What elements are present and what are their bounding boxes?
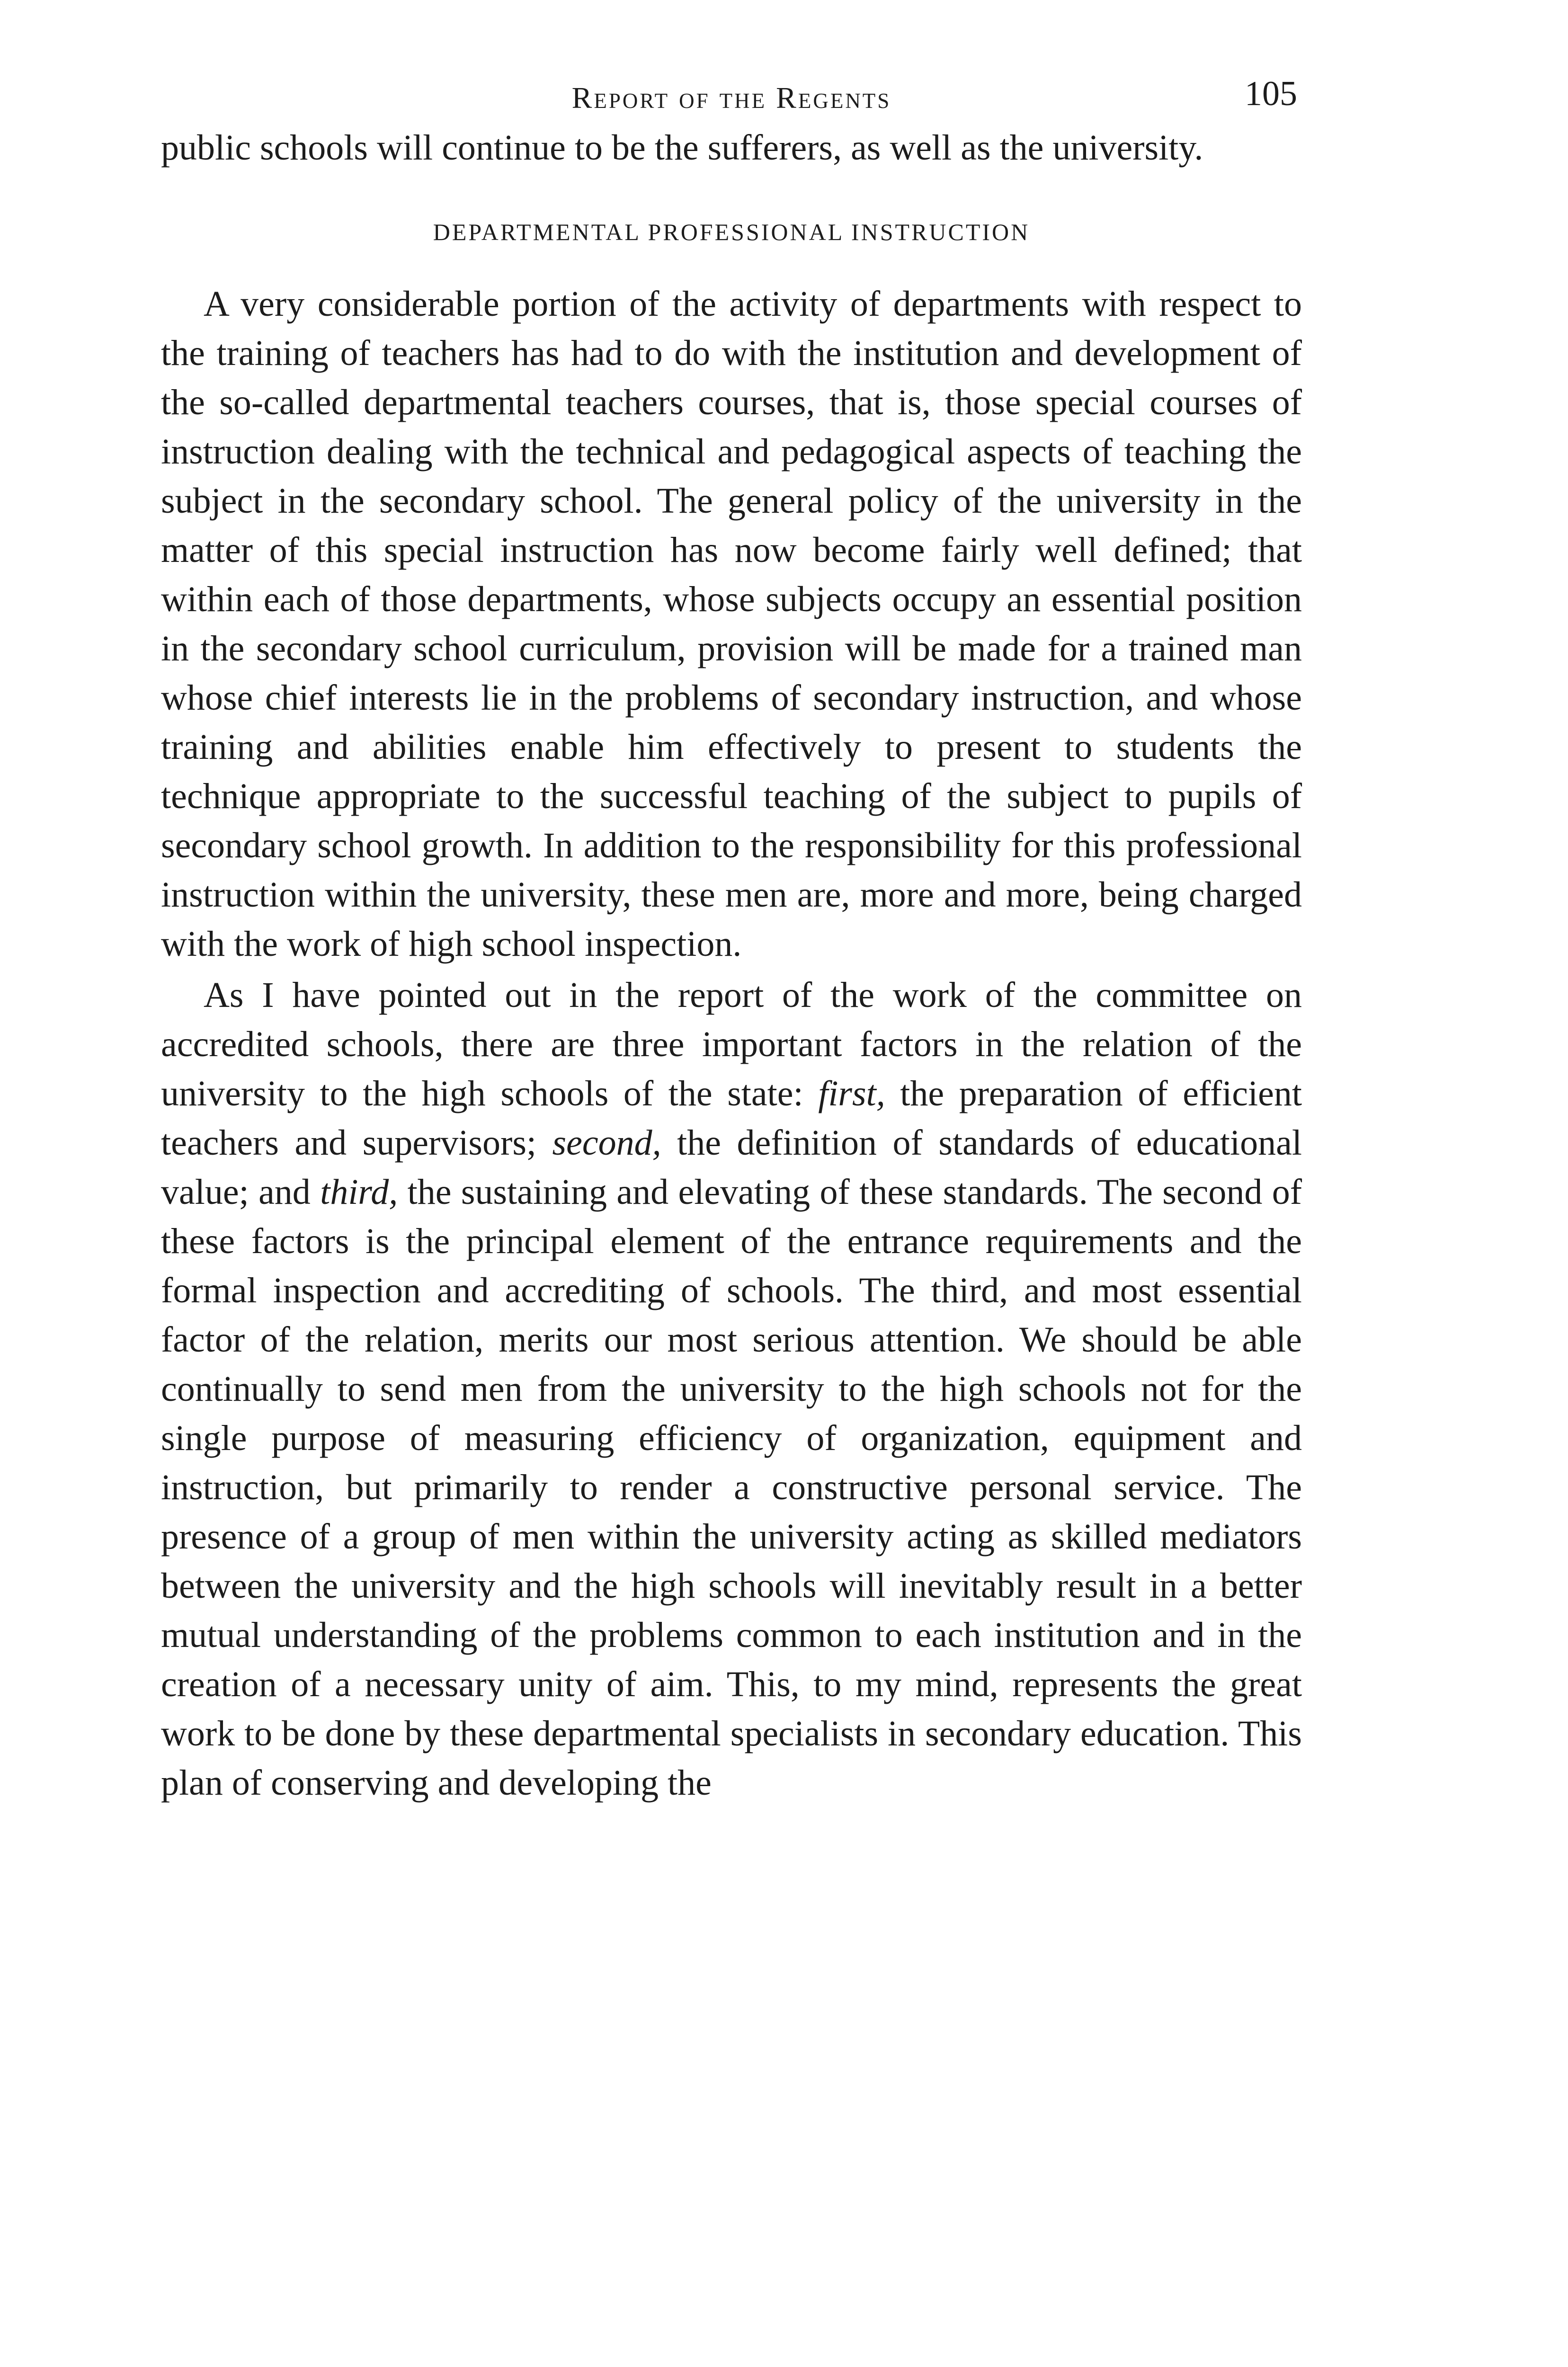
intro-paragraph: public schools will continue to be the sufferers, as well as the university. — [161, 128, 1203, 168]
document-page — [161, 66, 1302, 1807]
section-heading: DEPARTMENTAL PROFESSIONAL INSTRUCTION — [433, 219, 1030, 245]
paragraph-2-part-1: As I have pointed out in the report of the work of the committee on accredited schools, there are three important factors in the relation of the university to the high schools of the state: — [161, 975, 1302, 1113]
body-paragraph-1: A very considerable portion of the activity of departments with respect to the training of teachers has had to do with the institution and development of the so-called departmental teachers courses, that is, those special courses of instruction dealing with the technical and pedagogical aspects of teaching the subject in the secondary school. The general policy of the university in the matter of this special instruction has now become fairly well defined; that within each of those departments, whose subjects occupy an essential position in the secondary school curriculum, provision will be made for a trained man whose chief interests lie in the problems of secondary instruction, and whose training and abilities enable him effectively to present to students the technique appropriate to the successful teaching of the subject to pupils of secondary school growth. In addition to the responsibility for this professional instruction within the university, these men are, more and more, being charged with the work of high school inspection. — [161, 284, 1302, 964]
running-title: Report of the Regents — [571, 81, 891, 115]
paragraph-2-second-word: second, — [552, 1123, 661, 1163]
paragraph-2-part-3: the definition of standards of educational value; and — [161, 1123, 1302, 1212]
body-paragraph-2 — [161, 970, 1302, 1807]
running-head — [161, 66, 1302, 123]
paragraph-2-part-4: the sustaining and elevating of these standards. The second of these factors is the principal element of the entrance requirements and the formal inspection and accrediting of schools. The third, and most essential factor of the relation, merits our most serious attention. We should be able continually to send men from the university to the high schools not for the single purpose of measuring efficiency of organization, equipment and instruction, but primarily to render a constructive personal service. The presence of a group of men within the university acting as skilled mediators between the university and the high schools will inevitably result in a better mutual understanding of the problems common to each institution and in the creation of a necessary unity of aim. This, to my mind, represents the great work to be done by these departmental specialists in secondary education. This plan of conserving and developing the — [161, 1172, 1302, 1803]
paragraph-2-third-word: third, — [320, 1172, 398, 1212]
paragraph-2-first-word: first, — [818, 1074, 885, 1113]
paragraph-2-part-2: the preparation of efficient teachers and supervisors; — [161, 1074, 1302, 1163]
page-number: 105 — [1245, 74, 1297, 113]
